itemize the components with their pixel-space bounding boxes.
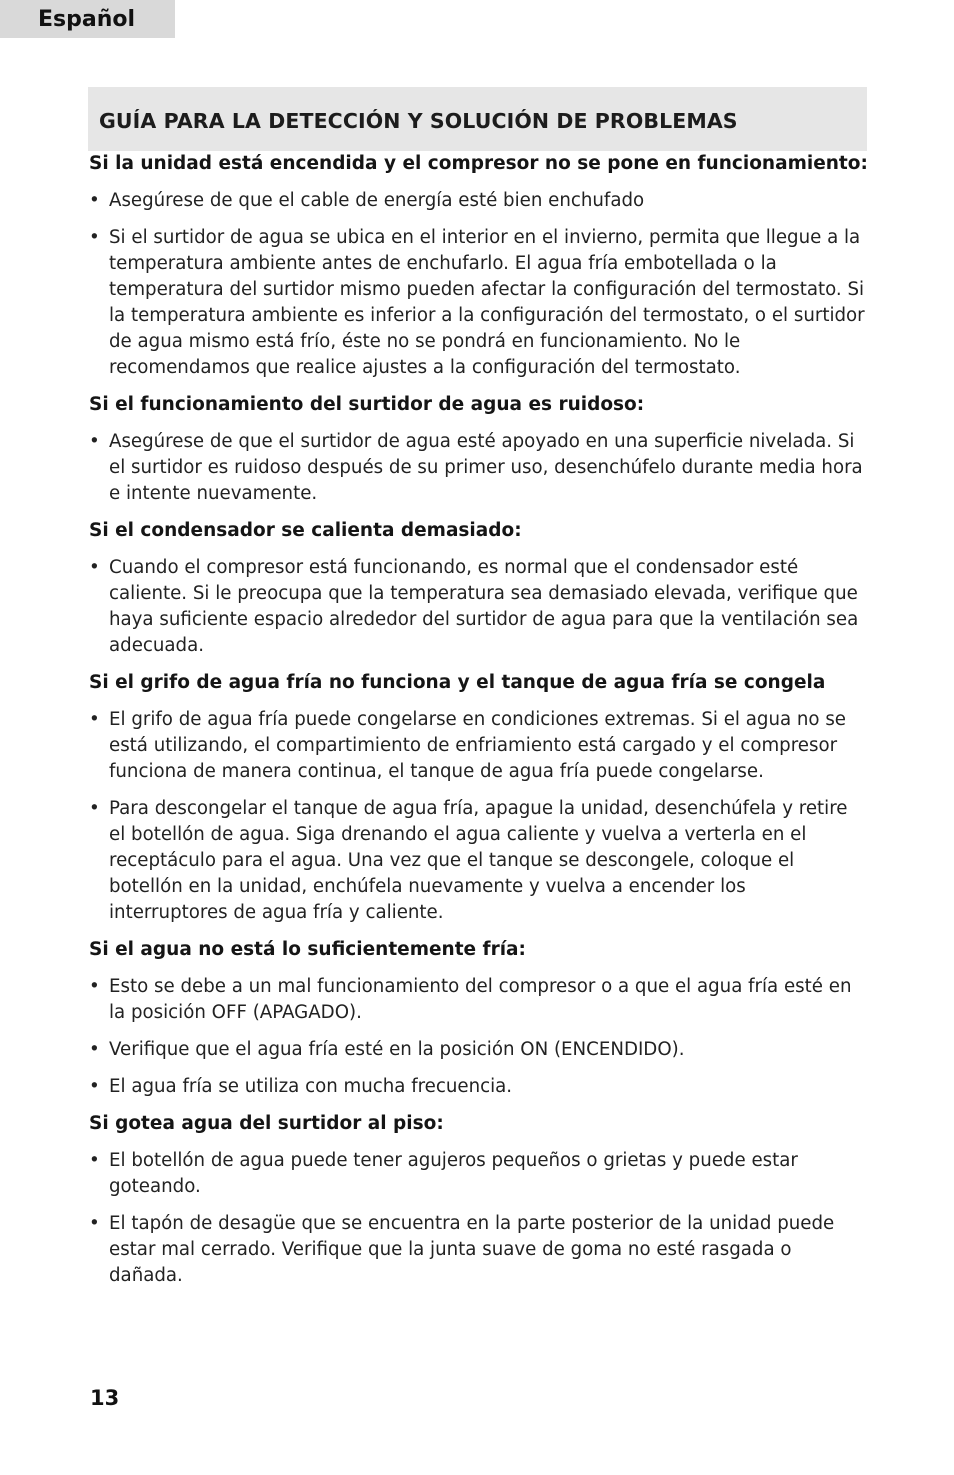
- problem-noisy-operation: [89, 392, 869, 507]
- solution-text: Esto se debe a un mal funcionamiento del compresor o a que el agua fría esté en la posición OFF (APAGADO).: [109, 976, 852, 1023]
- troubleshooting-content: [89, 151, 869, 1300]
- bullet-icon: •: [89, 190, 100, 211]
- bullet-icon: •: [89, 1076, 100, 1097]
- bullet-icon: •: [89, 227, 100, 248]
- solution-item: [89, 1037, 869, 1063]
- bullet-icon: •: [89, 1039, 100, 1060]
- bullet-icon: •: [89, 557, 100, 578]
- solution-text: Asegúrese de que el cable de energía esté bien enchufado: [109, 190, 645, 211]
- solution-item: [89, 429, 869, 507]
- solution-item: [89, 707, 869, 785]
- solution-item: [89, 974, 869, 1026]
- solution-item: [89, 188, 869, 214]
- solution-text: Para descongelar el tanque de agua fría, apague la unidad, desenchúfela y retire el botellón de agua. Siga drenando el agua caliente y vuelva a verterla en el receptáculo para el agua. Una vez que el tanque se descongele, coloque el botellón en la unidad, enchúfela nuevamente y vuelva a encender los interruptores de agua fría y caliente.: [109, 798, 848, 923]
- solution-item: [89, 1211, 869, 1289]
- solution-text: Cuando el compresor está funcionando, es normal que el condensador esté caliente. Si le preocupa que la temperatura sea demasiado elevada, verifique que haya suficiente espacio alrededor del surtidor de agua para que la ventilación sea adecuada.: [109, 557, 859, 656]
- problem-heading: Si el grifo de agua fría no funciona y el tanque de agua fría se congela: [89, 672, 826, 693]
- problem-water-not-cold: [89, 937, 869, 1100]
- solution-text: Verifique que el agua fría esté en la posición ON (ENCENDIDO).: [109, 1039, 685, 1060]
- solution-text: El tapón de desagüe que se encuentra en la parte posterior de la unidad puede estar mal cerrado. Verifique que la junta suave de goma no esté rasgada o dañada.: [109, 1213, 835, 1286]
- problem-heading: Si el agua no está lo suficientemente fría:: [89, 939, 526, 960]
- problem-heading: Si el funcionamiento del surtidor de agua es ruidoso:: [89, 394, 645, 415]
- bullet-icon: •: [89, 798, 100, 819]
- problem-dispenser-leaking: [89, 1111, 869, 1289]
- solution-text: Asegúrese de que el surtidor de agua esté apoyado en una superficie nivelada. Si el surtidor es ruidoso después de su primer uso, desenchúfelo durante media hora e intente nuevamente.: [109, 431, 863, 504]
- solution-item: [89, 1148, 869, 1200]
- solution-text: Si el surtidor de agua se ubica en el interior en el invierno, permita que llegue a la temperatura ambiente antes de enchufarlo. El agua fría embotellada o la temperatura del surtidor mismo pueden afectar la configuración del termostato. Si la temperatura ambiente es inferior a la configuración del termostato, o el surtidor de agua mismo está frío, éste no se pondrá en funcionamiento. No le recomendamos que realice ajustes a la configuración del termostato.: [109, 227, 865, 378]
- page-number: 13: [90, 1386, 120, 1410]
- problem-compressor-not-running: [89, 151, 869, 381]
- problem-cold-tap-frozen: [89, 670, 869, 926]
- solution-item: [89, 1074, 869, 1100]
- bullet-icon: •: [89, 1150, 100, 1171]
- bullet-icon: •: [89, 709, 100, 730]
- section-title: GUÍA PARA LA DETECCIÓN Y SOLUCIÓN DE PROBLEMAS: [88, 87, 867, 151]
- solution-item: [89, 225, 869, 381]
- solution-text: El agua fría se utiliza con mucha frecuencia.: [109, 1076, 513, 1097]
- problem-heading: Si la unidad está encendida y el compresor no se pone en funcionamiento:: [89, 153, 868, 174]
- solution-item: [89, 796, 869, 926]
- solution-item: [89, 555, 869, 659]
- problem-heading: Si el condensador se calienta demasiado:: [89, 520, 522, 541]
- solution-text: El grifo de agua fría puede congelarse en condiciones extremas. Si el agua no se está utilizando, el compartimiento de enfriamiento está cargado y el compresor funciona de manera continua, el tanque de agua fría puede congelarse.: [109, 709, 847, 782]
- problem-heading: Si gotea agua del surtidor al piso:: [89, 1113, 444, 1134]
- problem-condenser-hot: [89, 518, 869, 659]
- solution-text: El botellón de agua puede tener agujeros pequeños o grietas y puede estar goteando.: [109, 1150, 798, 1197]
- language-tab: Español: [0, 0, 175, 38]
- bullet-icon: •: [89, 431, 100, 452]
- bullet-icon: •: [89, 976, 100, 997]
- bullet-icon: •: [89, 1213, 100, 1234]
